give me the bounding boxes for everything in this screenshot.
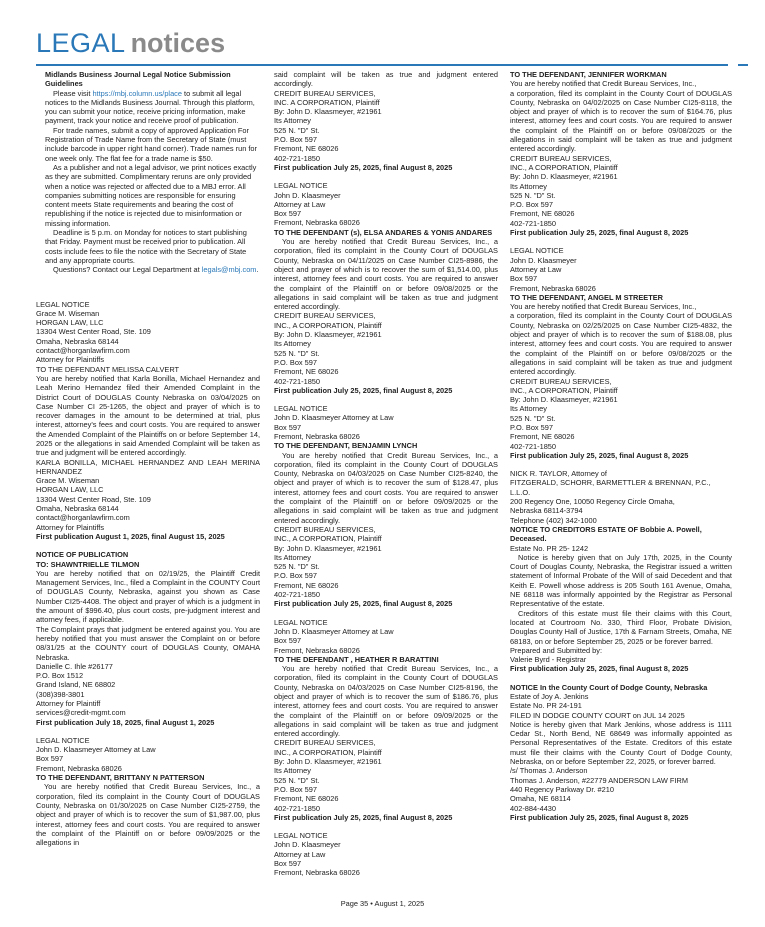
notice-line: Its Attorney bbox=[274, 339, 311, 349]
notice-line: Danielle C. Ihle #26177 bbox=[36, 661, 113, 671]
notice-workman bbox=[510, 70, 732, 237]
guidelines-p2: For trade names, submit a copy of approved Application For Registration of Trade Name from the Secretary of State (must include barcode in upper right hand corner). Trade names run for one week only. The flat fee for a trade name is $50. bbox=[45, 125, 257, 163]
publication-dates: First publication July 18, 2025, final August 1, 2025 bbox=[36, 717, 215, 727]
notice-heading: TO: SHAWNTRIELLE TILMON bbox=[36, 559, 140, 569]
notice-body: You are hereby notified that Credit Bureau Services, Inc., bbox=[510, 302, 697, 312]
notice-line: Fremont, NE 68026 bbox=[274, 367, 339, 377]
publication-dates: First publication July 25, 2025, final August 8, 2025 bbox=[274, 812, 453, 822]
notice-line: Fremont, NE 68026 bbox=[274, 794, 339, 804]
notice-heading: TO THE DEFENDANT , HEATHER R BARATTINI bbox=[274, 654, 439, 664]
masthead-legal: LEGAL bbox=[36, 28, 126, 58]
notice-lynch bbox=[274, 404, 498, 609]
notice-line: Fremont, NE 68026 bbox=[274, 580, 339, 590]
guidelines-p5-post: . bbox=[256, 265, 259, 275]
submission-guidelines bbox=[36, 70, 260, 275]
notice-body: said complaint will be taken as true and judgment entered accordingly. bbox=[274, 70, 498, 89]
notice-body: You are hereby notified that Credit Bureau Services, Inc., a corporation, filed its complaint in the County Court of DOUGLAS County, Nebraska on 04/03/2025 on Case Number CI25-8196, the object and prayer of which is to recover the sum of $186.76, plus interest, attorney fees and court costs. You are required to answer the complaint of the Plaintiff on or before 09/09/2025 or the allegations in said complaint will be taken as true and judgment entered accordingly. bbox=[274, 664, 498, 739]
column-1 bbox=[36, 70, 260, 847]
notice-line: Attorney at Law bbox=[510, 264, 562, 274]
notice-heading: TO THE DEFENDANT (s), ELSA ANDARES & YONIS ANDARES bbox=[274, 227, 493, 237]
notice-line: Grace M. Wiseman bbox=[36, 308, 100, 318]
notice-line: 525 N. "D" St. bbox=[510, 413, 556, 423]
notice-line: LEGAL NOTICE bbox=[274, 831, 328, 841]
notice-line: INC., A CORPORATION, Plaintiff bbox=[274, 747, 382, 757]
notice-tail bbox=[274, 831, 498, 877]
notice-line: By: John D. Klaasmeyer, #21961 bbox=[274, 757, 382, 767]
notice-line: LEGAL NOTICE bbox=[36, 299, 90, 309]
guidelines-p1-post: to submit all legal notices to the Midlands Business Journal. Through this platform, you can submit your notice, receive pricing information, make payment, track your notice and receive proof of publication. bbox=[45, 88, 255, 126]
notice-line: Thomas J. Anderson, #22779 ANDERSON LAW FIRM bbox=[510, 775, 688, 785]
notice-line: Estate of Joy A. Jenkins bbox=[510, 692, 589, 701]
notice-body: You are hereby notified that Karla Bonilla, Michael Hernandez and Leah Merino Hernandez filed their Amended Complaint in the District Court of DOUGLAS County Nebraska on 03/04/2025 on Case Number CI 25-1265, the object and prayer of which is to recover damages in the amount to be determined at trial, plus interest, attorney's fees and court costs. You are required to answer the Amended Complaint of the Plaintiffs on or before September 14, 2025 or the allegations in said Amended Complaint will be taken as true and judgment will be entered accordingly. bbox=[36, 373, 260, 458]
notice-line: John D. Klaasmeyer Attorney at Law bbox=[274, 413, 394, 423]
notice-powell bbox=[510, 469, 732, 674]
notice-line: Fremont, NE 68026 bbox=[274, 144, 339, 154]
notice-line: CREDIT BUREAU SERVICES, bbox=[510, 153, 612, 163]
notice-line: 13304 West Center Road, Ste. 109 bbox=[36, 327, 151, 337]
notice-line: Fremont, NE 68026 bbox=[510, 209, 575, 219]
publication-dates: First publication July 25, 2025, final August 8, 2025 bbox=[274, 385, 453, 395]
notice-body: KARLA BONILLA, MICHAEL HERNANDEZ AND LEAH MERINA HERNANDEZ bbox=[36, 457, 260, 476]
notice-line: FITZGERALD, SCHORR, BARMETTLER & BRENNAN, P.C., L.L.O. bbox=[510, 478, 711, 497]
notice-line: Its Attorney bbox=[274, 766, 311, 776]
notice-line: services@credit-mgmt.com bbox=[36, 708, 126, 718]
publication-dates: First publication July 25, 2025, final August 8, 2025 bbox=[274, 162, 453, 172]
publication-dates: First publication July 25, 2025, final August 8, 2025 bbox=[510, 812, 689, 822]
notice-line: Box 597 bbox=[274, 422, 302, 432]
notice-line: 402-721-1850 bbox=[274, 153, 321, 163]
masthead-notices: notices bbox=[130, 28, 226, 58]
notice-line: Fremont, Nebraska 68026 bbox=[510, 283, 596, 293]
notice-line: (308)398-3801 bbox=[36, 689, 85, 699]
notice-line: Valerie Byrd - Registrar bbox=[510, 655, 587, 665]
notice-body: a corporation, filed its complaint in the County Court of DOUGLAS County, Nebraska on 04/02/2025 on Case Number CI25-8118, the object and prayer of which is to recover the sum of $164.76, plus interest, attorney fees and court costs. You are required to answer the complaint of the Plaintiff on or before 09/08/2025 or the allegations in said complaint will be taken as true and judgment entered accordingly. bbox=[510, 88, 732, 154]
notice-heading: TO THE DEFENDANT, BRITTANY N PATTERSON bbox=[36, 773, 205, 783]
notice-line: /s/ Thomas J. Anderson bbox=[510, 766, 588, 776]
notice-line: Box 597 bbox=[274, 636, 302, 646]
column-2 bbox=[274, 70, 498, 878]
notice-line: Grand Island, NE 68802 bbox=[36, 680, 116, 690]
masthead-rule bbox=[36, 64, 728, 66]
notice-line: P.O. Box 597 bbox=[274, 135, 318, 145]
notice-line: Attorney for Plaintiff bbox=[36, 699, 101, 708]
notice-body: You are hereby notified that Credit Bureau Services, Inc., a corporation, filed its complaint in the County Court of DOUGLAS County, Nebraska on 04/03/2025 on Case Number CI25-8240, the object and prayer of which is to recover the sum of $128.47, plus interest, attorney fees and court costs. You are required to answer the complaint of the Plaintiff on or before 09/09/2025 or the allegations in said complaint will be taken as true and judgment entered accordingly. bbox=[274, 450, 498, 525]
notice-line: LEGAL NOTICE bbox=[274, 617, 328, 627]
notice-line: Attorney at Law bbox=[274, 849, 326, 859]
notice-line: 402-721-1850 bbox=[510, 441, 557, 451]
notice-line: Box 597 bbox=[36, 754, 64, 764]
notice-line: Omaha, Nebraska 68144 bbox=[36, 504, 119, 514]
notice-line: John D. Klaasmeyer bbox=[274, 840, 341, 850]
notice-line: HORGAN LAW, LLC bbox=[36, 485, 104, 495]
notice-heading: TO THE DEFENDANT, JENNIFER WORKMAN bbox=[510, 70, 667, 79]
notice-line: LEGAL NOTICE bbox=[510, 246, 564, 256]
notice-line: FILED IN DODGE COUNTY COURT on JUL 14 2025 bbox=[510, 710, 685, 720]
notice-line: CREDIT BUREAU SERVICES, bbox=[274, 738, 376, 748]
notice-line: Nebraska 68114-3794 bbox=[510, 506, 583, 516]
notice-line: Omaha, Nebraska 68144 bbox=[36, 336, 119, 346]
notice-line: Telephone (402) 342-1000 bbox=[510, 515, 597, 525]
notice-line: contact@horganlawfirm.com bbox=[36, 513, 130, 523]
notice-line: Grace M. Wiseman bbox=[36, 476, 100, 486]
notice-line: John D. Klaasmeyer bbox=[510, 255, 577, 265]
notice-line: Omaha, NE 68114 bbox=[510, 794, 571, 804]
notice-line: P.O. Box 597 bbox=[274, 784, 318, 794]
notice-tilmon bbox=[36, 550, 260, 727]
notice-line: Its Attorney bbox=[510, 404, 547, 414]
section-masthead bbox=[36, 28, 225, 62]
notice-line: 525 N. "D" St. bbox=[274, 125, 320, 135]
notice-line: Fremont, Nebraska 68026 bbox=[274, 218, 360, 228]
notice-line: 402-884-4430 bbox=[510, 803, 557, 813]
notice-line: CREDIT BUREAU SERVICES, bbox=[274, 311, 376, 321]
notice-line: LEGAL NOTICE bbox=[274, 404, 328, 414]
notice-body: The Complaint prays that judgment be entered against you. You are hereby notified that you must answer the Complaint on or before 08/31/25 at the COUNTY court of DOUGLAS County, OMAHA Nebraska. bbox=[36, 624, 260, 662]
notice-line: 200 Regency One, 10050 Regency Circle Omaha, bbox=[510, 497, 675, 507]
legal-email-link[interactable]: legals@mbj.com bbox=[201, 265, 257, 275]
notice-line: Attorney for Plaintiffs bbox=[36, 355, 105, 365]
notice-line: CREDIT BUREAU SERVICES, bbox=[274, 524, 376, 534]
notice-line: HORGAN LAW, LLC bbox=[36, 318, 104, 328]
guidelines-p5 bbox=[45, 265, 260, 274]
notice-patterson-continued bbox=[274, 70, 498, 172]
notice-line: TO THE DEFENDANT MELISSA CALVERT bbox=[36, 364, 180, 374]
notice-line: INC., A CORPORATION, Plaintiff bbox=[274, 534, 382, 544]
publication-dates: First publication July 25, 2025, final August 8, 2025 bbox=[510, 664, 689, 674]
notice-line: Estate No. PR 24-191 bbox=[510, 701, 582, 711]
notice-line: INC. A CORPORATION, Plaintiff bbox=[274, 97, 380, 107]
notice-line: CREDIT BUREAU SERVICES, bbox=[510, 376, 612, 386]
notice-line: 525 N. "D" St. bbox=[274, 562, 320, 572]
notice-line: 402-721-1850 bbox=[510, 218, 557, 228]
guidelines-p5-pre: Questions? Contact our Legal Department at bbox=[53, 265, 202, 275]
notice-line: John D. Klaasmeyer Attorney at Law bbox=[274, 626, 394, 636]
guidelines-p1 bbox=[45, 89, 260, 126]
publication-dates: First publication July 25, 2025, final August 8, 2025 bbox=[510, 228, 689, 238]
notice-line: 402-721-1850 bbox=[274, 803, 321, 813]
notice-line: Fremont, NE 68026 bbox=[510, 432, 575, 442]
notice-line: Fremont, Nebraska 68026 bbox=[274, 645, 360, 655]
notice-line: 525 N. "D" St. bbox=[274, 348, 320, 358]
notice-line: Attorney for Plaintiffs bbox=[36, 522, 105, 532]
notice-line: Fremont, Nebraska 68026 bbox=[36, 763, 122, 773]
notice-line: 525 N. "D" St. bbox=[274, 775, 320, 785]
notice-body: Notice is hereby given that Mark Jenkins, whose address is 1111 Cedar St., North Bend, NE 68649 was informally appointed as Personal Representatives of the Estate. Creditors of this estate must file their claims with the County Court of Dodge County, Nebraska, on or before September 22, 2025, or forever barred. bbox=[510, 719, 732, 767]
masthead-rule-tick bbox=[738, 64, 748, 66]
column-3 bbox=[510, 70, 732, 822]
notice-line: Its Attorney bbox=[510, 181, 547, 191]
notice-line: Box 597 bbox=[274, 859, 302, 869]
notice-heading: NOTICE In the County Court of Dodge County, Nebraska bbox=[510, 682, 708, 692]
guidelines-title: Midlands Business Journal Legal Notice Submission Guidelines bbox=[45, 70, 231, 89]
notice-line: NICK R. TAYLOR, Attorney of bbox=[510, 469, 607, 479]
notice-line: P.O. Box 597 bbox=[510, 200, 554, 210]
notice-line: 402-721-1850 bbox=[274, 590, 321, 600]
notice-line: John D. Klaasmeyer bbox=[274, 190, 341, 200]
notice-line: Attorney at Law bbox=[274, 199, 326, 209]
publication-dates: First publication July 25, 2025, final August 8, 2025 bbox=[274, 599, 453, 609]
notice-line: P.O. Box 597 bbox=[274, 571, 318, 581]
notice-heading: TO THE DEFENDANT, BENJAMIN LYNCH bbox=[274, 441, 418, 451]
notice-body: You are hereby notified that Credit Bureau Services, Inc., bbox=[510, 79, 697, 89]
notice-line: 13304 West Center Road, Ste. 109 bbox=[36, 494, 151, 504]
notice-body: You are hereby notified that Credit Bureau Services, Inc., a corporation, filed its complaint in the County Court of DOUGLAS County, Nebraska on 01/30/2025 on Case Number CI25-2759, the object and prayer of which is to recover the sum of $1,987.00, plus interest, attorney fees and court costs. You are required to answer the complaint of the Plaintiff on or before 09/09/2025 or the allegations in bbox=[36, 782, 260, 848]
notice-heading: NOTICE OF PUBLICATION bbox=[36, 550, 129, 560]
guidelines-p1-pre: Please visit bbox=[53, 88, 93, 98]
notice-body: You are hereby notified that on 02/19/25, the Plaintiff Credit Management Services, Inc., filed a Complaint in the COUNTY Court of DOUGLAS County, Nebraska, against you shown as Case Number CI25-4408. The object and prayer of which is a judgment in the amount of $996.40, plus court costs, pre-judgment interest and attorney fees, if applicable. bbox=[36, 568, 260, 625]
notice-line: By: John D. Klaasmeyer, #21961 bbox=[510, 395, 618, 405]
notice-line: Box 597 bbox=[274, 209, 302, 219]
notice-line: P.O. Box 1512 bbox=[36, 671, 84, 681]
notice-line: By: John D. Klaasmeyer, #21961 bbox=[274, 543, 382, 553]
notice-streeter bbox=[510, 246, 732, 460]
notice-line: 440 Regency Parkway Dr. #210 bbox=[510, 784, 614, 794]
publication-dates: First publication July 25, 2025, final August 8, 2025 bbox=[510, 450, 689, 460]
notice-line: By: John D. Klaasmeyer, #21961 bbox=[510, 172, 618, 182]
notice-line: LEGAL NOTICE bbox=[36, 735, 90, 745]
notice-line: Box 597 bbox=[510, 274, 538, 284]
notice-heading: TO THE DEFENDANT, ANGEL M STREETER bbox=[510, 292, 664, 302]
notice-heading: NOTICE TO CREDITORS ESTATE OF Bobbie A. Powell, Deceased. bbox=[510, 524, 702, 544]
notice-body: Notice is hereby given that on July 17th, 2025, in the County Court of Douglas County, Nebraska, the Registrar issued a written statement of Informal Probate of the Will of said Decedent and that Keith E. Powell whose address is 205 South 161 Avenue, Omaha, NE 68118 was informally appointed by the Registrar as Personal Representative of the estate. bbox=[510, 552, 732, 609]
notice-jenkins bbox=[510, 683, 732, 822]
notice-line: INC., A CORPORATION, Plaintiff bbox=[510, 385, 618, 395]
notice-calvert bbox=[36, 300, 260, 542]
notice-line: By: John D. Klaasmeyer, #21961 bbox=[274, 330, 382, 340]
notice-line: Fremont, Nebraska 68026 bbox=[274, 868, 360, 878]
notice-line: Its Attorney bbox=[274, 116, 311, 126]
notice-line: INC., A CORPORATION, Plaintiff bbox=[510, 162, 618, 172]
notice-andares bbox=[274, 181, 498, 395]
publication-dates: First publication August 1, 2025, final August 15, 2025 bbox=[36, 531, 225, 541]
notice-line: INC., A CORPORATION, Plaintiff bbox=[274, 320, 382, 330]
notice-line: CREDIT BUREAU SERVICES, bbox=[274, 88, 376, 98]
notice-line: P.O. Box 597 bbox=[510, 422, 554, 432]
submission-link[interactable]: https://mbj.column.us/place bbox=[92, 88, 182, 98]
notice-line: Its Attorney bbox=[274, 552, 311, 562]
estate-number: Estate No. PR 25- 1242 bbox=[510, 543, 589, 553]
notice-body: Creditors of this estate must file their claims with this Court, located at Courtroom No. 330, Third Floor, Probate Division, Douglas County Hall of Justice, 17th & Farnam Streets, Omaha, NE 68183, on or before September 25, 2025 or be forever barred. bbox=[510, 608, 732, 646]
notice-body: You are hereby notified that Credit Bureau Services, Inc., a corporation, filed its complaint in the County Court of DOUGLAS County, Nebraska on 04/11/2025 on Case Number CI25-8986, the object and prayer of which is to recover the sum of $1,514.00, plus interest, attorney fees and court costs. You are required to answer the complaint of the Plaintiff on or before 09/08/2025 or the allegations in said complaint will be taken as true and judgment entered accordingly. bbox=[274, 237, 498, 312]
notice-line: 525 N. "D" St. bbox=[510, 190, 556, 200]
page-footer: Page 35 • August 1, 2025 bbox=[340, 899, 425, 908]
notice-line: Prepared and Submitted by: bbox=[510, 645, 603, 655]
notice-line: By: John D. Klaasmeyer, #21961 bbox=[274, 107, 382, 117]
notice-line: contact@horganlawfirm.com bbox=[36, 346, 130, 356]
notice-line: 402-721-1850 bbox=[274, 376, 321, 386]
notice-barattini bbox=[274, 618, 498, 823]
notice-line: John D. Klaasmeyer Attorney at Law bbox=[36, 745, 156, 755]
notice-patterson bbox=[36, 736, 260, 848]
guidelines-p3: As a publisher and not a legal advisor, we print notices exactly as they are submitted. Complimentary reruns are only provided when a notice was rejected or affected due to a MBJ error. All companies submitting notices are responsible for ensuring content meets State requirements and bearing the cost of republishing if the notice is rejected due to misinformation or missing information. bbox=[45, 162, 257, 228]
notice-line: Fremont, Nebraska 68026 bbox=[274, 431, 360, 441]
guidelines-p4: Deadline is 5 p.m. on Monday for notices to start publishing that Friday. Payment must be received prior to publication. All costs include fees to file the notice with the Secretary of State and any appropriate courts. bbox=[45, 228, 247, 265]
notice-body: a corporation, filed its complaint in the County Court of DOUGLAS County, Nebraska on 02/25/2025 on Case Number CI25-4832, the object and prayer of which is to recover the sum of $188.08, plus interest, attorney fees and court costs. You are required to answer the complaint of the Plaintiff on or before 09/08/2025 or the allegations in said complaint will be taken as true and judgment entered accordingly. bbox=[510, 311, 732, 377]
notice-line: P.O. Box 597 bbox=[274, 357, 318, 367]
notice-line: LEGAL NOTICE bbox=[274, 181, 328, 191]
